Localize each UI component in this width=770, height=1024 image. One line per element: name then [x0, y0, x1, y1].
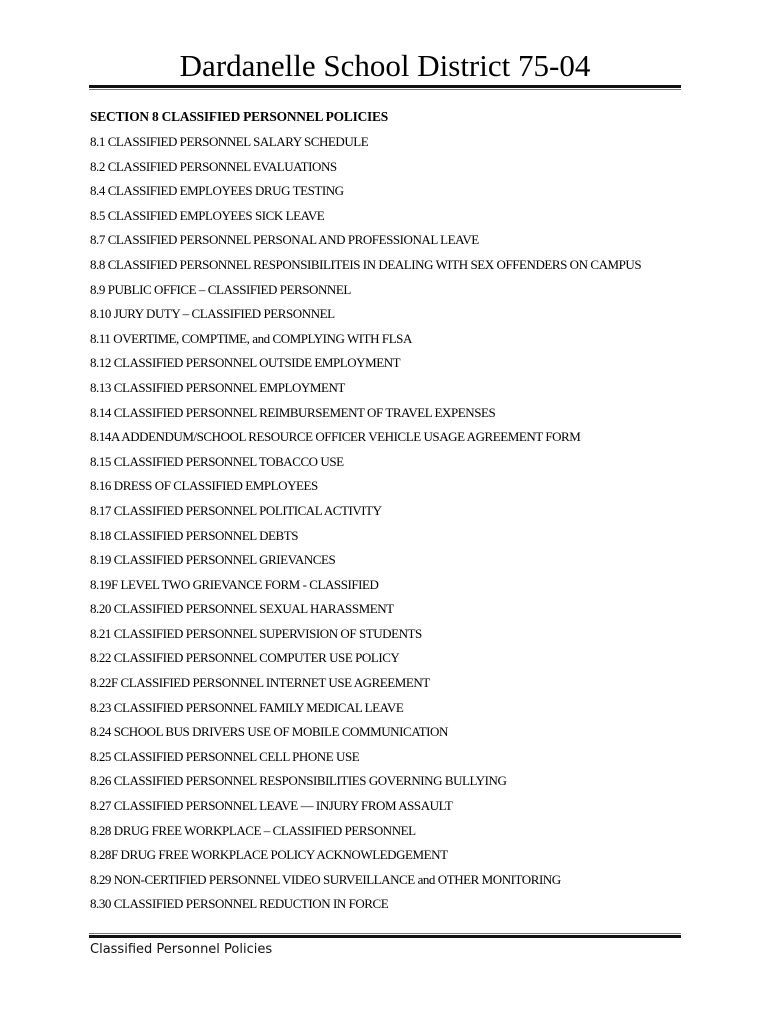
policy-item[interactable]: 8.16 DRESS OF CLASSIFIED EMPLOYEES — [90, 478, 318, 494]
policy-item[interactable]: 8.8 CLASSIFIED PERSONNEL RESPONSIBILITEIS IN DEALING WITH SEX OFFENDERS ON CAMPUS — [90, 256, 642, 272]
policy-item[interactable]: 8.13 CLASSIFIED PERSONNEL EMPLOYMENT — [90, 379, 345, 395]
policy-item[interactable]: 8.27 CLASSIFIED PERSONNEL LEAVE — INJURY FROM ASSAULT — [90, 798, 453, 814]
policy-item[interactable]: 8.29 NON-CERTIFIED PERSONNEL VIDEO SURVEILLANCE and OTHER MONITORING — [90, 871, 561, 887]
footer-divider-thin-line — [89, 933, 681, 934]
policy-item[interactable]: 8.4 CLASSIFIED EMPLOYEES DRUG TESTING — [90, 183, 344, 199]
policy-item[interactable]: 8.14 CLASSIFIED PERSONNEL REIMBURSEMENT OF TRAVEL EXPENSES — [90, 404, 496, 420]
policy-item[interactable]: 8.7 CLASSIFIED PERSONNEL PERSONAL AND PROFESSIONAL LEAVE — [90, 232, 479, 248]
policy-item[interactable]: 8.21 CLASSIFIED PERSONNEL SUPERVISION OF STUDENTS — [90, 625, 422, 641]
policy-item[interactable]: 8.28 DRUG FREE WORKPLACE – CLASSIFIED PERSONNEL — [90, 822, 416, 838]
policy-item[interactable]: 8.28F DRUG FREE WORKPLACE POLICY ACKNOWLEDGEMENT — [90, 847, 448, 863]
policy-item[interactable]: 8.5 CLASSIFIED EMPLOYEES SICK LEAVE — [90, 207, 325, 223]
section-title: SECTION 8 CLASSIFIED PERSONNEL POLICIES — [90, 109, 389, 124]
policy-item[interactable]: 8.25 CLASSIFIED PERSONNEL CELL PHONE USE — [90, 748, 360, 764]
policy-item[interactable]: 8.11 OVERTIME, COMPTIME, and COMPLYING WITH FLSA — [90, 330, 412, 346]
policy-item[interactable]: 8.20 CLASSIFIED PERSONNEL SEXUAL HARASSMENT — [90, 601, 394, 617]
header-divider-thick-line — [89, 85, 681, 88]
policy-item[interactable]: 8.2 CLASSIFIED PERSONNEL EVALUATIONS — [90, 158, 337, 174]
policy-item[interactable]: 8.14A ADDENDUM/SCHOOL RESOURCE OFFICER VEHICLE USAGE AGREEMENT FORM — [90, 429, 581, 445]
policy-item[interactable]: 8.12 CLASSIFIED PERSONNEL OUTSIDE EMPLOYMENT — [90, 355, 401, 371]
footer-divider — [89, 933, 681, 938]
policy-item[interactable]: 8.9 PUBLIC OFFICE – CLASSIFIED PERSONNEL — [90, 281, 351, 297]
policy-item[interactable]: 8.17 CLASSIFIED PERSONNEL POLITICAL ACTIVITY — [90, 502, 382, 518]
header-divider-thin-line — [89, 89, 681, 90]
footer-divider-thick-line — [89, 935, 681, 938]
policy-item[interactable]: 8.10 JURY DUTY – CLASSIFIED PERSONNEL — [90, 306, 335, 322]
policy-item[interactable]: 8.18 CLASSIFIED PERSONNEL DEBTS — [90, 527, 299, 543]
policy-item[interactable]: 8.30 CLASSIFIED PERSONNEL REDUCTION IN FORCE — [90, 896, 389, 912]
policy-item[interactable]: 8.15 CLASSIFIED PERSONNEL TOBACCO USE — [90, 453, 344, 469]
policy-item[interactable]: 8.22 CLASSIFIED PERSONNEL COMPUTER USE POLICY — [90, 650, 400, 666]
policy-item[interactable]: 8.19F LEVEL TWO GRIEVANCE FORM - CLASSIFIED — [90, 576, 379, 592]
policy-item[interactable]: 8.22F CLASSIFIED PERSONNEL INTERNET USE AGREEMENT — [90, 675, 430, 691]
page-title: Dardanelle School District 75-04 — [179, 48, 591, 83]
policy-item[interactable]: 8.26 CLASSIFIED PERSONNEL RESPONSIBILITIES GOVERNING BULLYING — [90, 773, 507, 789]
page-footer: Classified Personnel Policies — [90, 942, 273, 957]
policy-list — [90, 134, 641, 921]
policy-item[interactable]: 8.24 SCHOOL BUS DRIVERS USE OF MOBILE COMMUNICATION — [90, 724, 448, 740]
policy-item[interactable]: 8.19 CLASSIFIED PERSONNEL GRIEVANCES — [90, 552, 336, 568]
policy-item[interactable]: 8.1 CLASSIFIED PERSONNEL SALARY SCHEDULE — [90, 134, 369, 149]
header-divider — [89, 85, 681, 90]
policy-item[interactable]: 8.23 CLASSIFIED PERSONNEL FAMILY MEDICAL LEAVE — [90, 699, 404, 715]
